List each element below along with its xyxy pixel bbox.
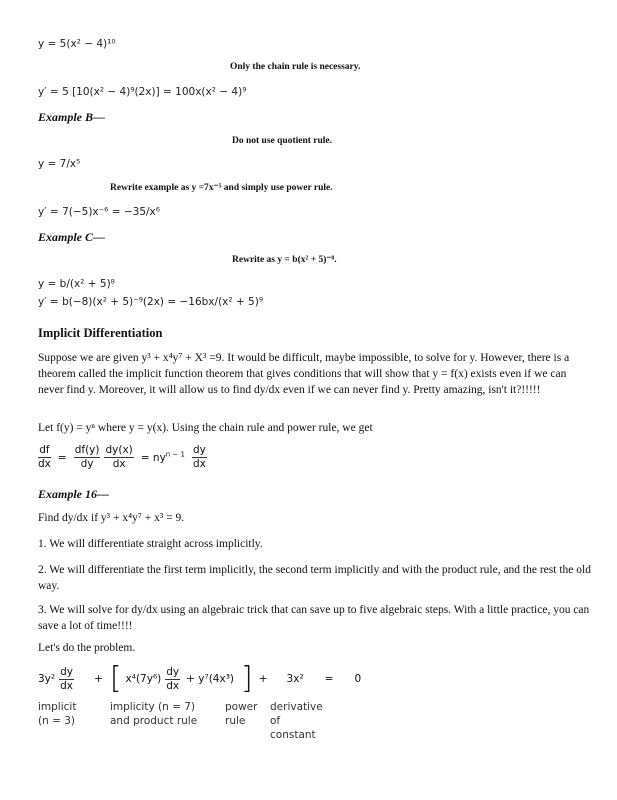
label-implicit-product: implicity (n = 7) and product rule [110, 701, 198, 727]
step-3: 3. We will solve for dy/dx using an algebraic trick that can save up to five algebraic steps. With a little practice, you can save a lot of time!!!! [38, 604, 590, 632]
label-implicit: implicit (n = 3) [38, 701, 77, 727]
fraction-dy-dx-term2: $\frac{dy}{dx}$ [166, 665, 180, 692]
equation-a-2: y′ = 5 [10(x² − 4)⁹(2x)] = 100x(x² − 4)⁹ [38, 86, 247, 98]
note-quotient-rule: Do not use quotient rule. [232, 136, 333, 146]
equation-b-1: y = 7/x⁵ [38, 158, 81, 170]
fraction-dy-dx: $\frac{dy}{dx}$ [193, 444, 206, 470]
section-heading: Implicit Differentiation [38, 326, 163, 340]
example-c-title: Example C— [38, 230, 106, 244]
step-1: 1. We will differentiate straight across implicitly. [38, 538, 263, 550]
paragraph-implicit: Suppose we are given y³ + x⁴y⁷ + X³ =9. It would be difficult, maybe impossible, to solve for y. However, there is a theorem called the implicit function theorem that gives conditions that will show that y = f(x) exists even if we can never find y. Moreover, it will allow us to find dy/dx even if we can never find y. Pretty amazing, isn't it?!!!!! [38, 352, 570, 396]
example-b-title: Example B— [38, 110, 106, 124]
fraction-dy-dx-term1: $\frac{dy}{dx}$ [60, 665, 73, 692]
fraction-df-dx: $\frac{df}{dx}$ [38, 444, 51, 470]
equation-c-2: y′ = b(−8)(x² + 5)⁻⁹(2x) = −16bx/(x² + 5)⁹ [38, 296, 264, 308]
fraction-dfy-dy: $\frac{df(y)}{dy}$ [74, 444, 100, 470]
lets-do-problem: Let's do the problem. [38, 642, 136, 654]
label-derivative-constant: derivative of constant [270, 701, 323, 741]
implicit-derivative-equation: 3y² $\frac{dy}{dx}$ + [ x⁴(7y⁶) $\frac{dy}{dx}$ + y⁷(4x³) ] + 3x² = 0 [38, 661, 362, 696]
equation-b-2: y′ = 7(−5)x⁻⁶ = −35/x⁶ [38, 206, 160, 218]
fraction-dyx-dx: $\frac{dy(x)}{dx}$ [105, 444, 133, 470]
equation-a-1: y = 5(x² − 4)¹⁰ [38, 38, 116, 50]
chain-rule-formula: $\frac{df}{dx}$ = $\frac{df(y)}{dy}$ $\frac{dy(x)}{dx}$ = $ny^{n - 1}$ $\frac{dy}{dx}$ [38, 444, 206, 470]
label-power-rule: power rule [225, 701, 258, 727]
step-2: 2. We will differentiate the first term implicitly, the second term implicitly and with the product rule, and the rest the old way. [38, 564, 591, 592]
find-statement: Find dy/dx if y³ + x⁴y⁷ + x³ = 9. [38, 512, 185, 524]
note-chain-rule: Only the chain rule is necessary. [230, 62, 361, 72]
note-rewrite: Rewrite as y = b(x² + 5)⁻⁸. [232, 255, 337, 265]
example-16-title: Example 16— [38, 487, 109, 501]
paragraph-let: Let f(y) = yⁿ where y = y(x). Using the chain rule and power rule, we get [38, 422, 373, 434]
note-power-rule: Rewrite example as y =7x⁻⁵ and simply use power rule. [110, 183, 333, 193]
equation-c-1: y = b/(x² + 5)⁸ [38, 278, 115, 290]
